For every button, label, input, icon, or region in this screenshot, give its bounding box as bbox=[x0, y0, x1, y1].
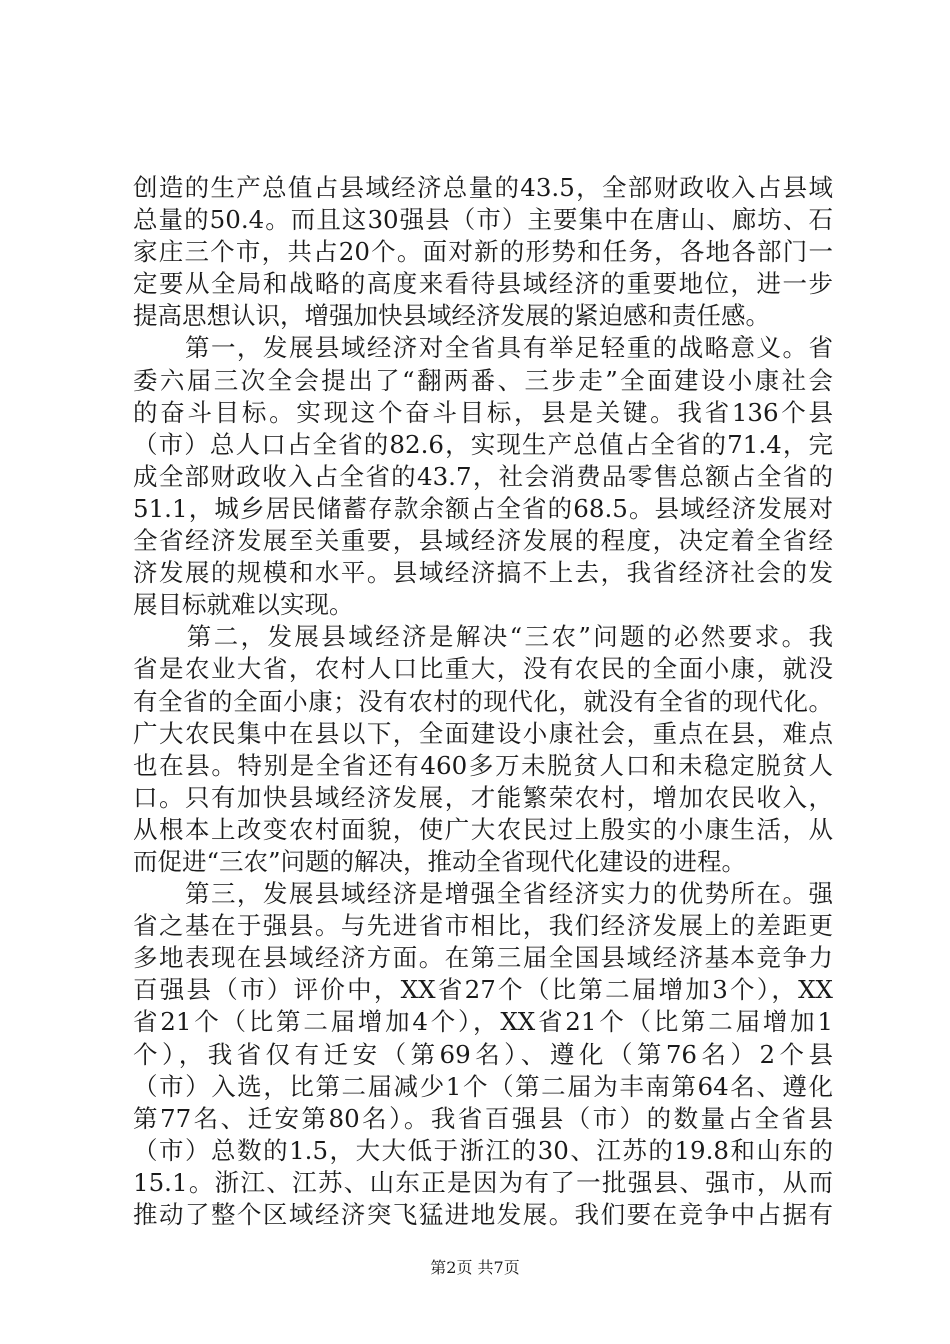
body-text bbox=[133, 172, 833, 1231]
text-line: 多地表现在县域经济方面。在第三届全国县域经济基本竞争力 bbox=[133, 943, 833, 973]
text-line: 全省经济发展至关重要，县域经济发展的程度，决定着全省经 bbox=[133, 526, 833, 556]
text-line: 51.1，城乡居民储蓄存款余额占全省的68.5。县域经济发展对 bbox=[133, 493, 833, 523]
text-line: 百强县（市）评价中，XX省27个（比第二届增加3个），XX bbox=[133, 975, 833, 1005]
text-line: 第77名、迁安第80名）。我省百强县（市）的数量占全省县 bbox=[133, 1103, 833, 1133]
text-line: 总量的50.4。而且这30强县（市）主要集中在唐山、廊坊、石 bbox=[133, 205, 833, 235]
text-line: 个），我省仅有迁安（第69名）、遵化（第76名）2个县 bbox=[133, 1039, 833, 1069]
page-footer: 第2页 共7页 bbox=[430, 1258, 520, 1277]
text-line: 定要从全局和战略的高度来看待县域经济的重要地位，进一步 bbox=[133, 269, 833, 299]
text-line: 口。只有加快县域经济发展，才能繁荣农村，增加农民收入， bbox=[133, 782, 833, 812]
text-line: 推动了整个区域经济突飞猛进地发展。我们要在竞争中占据有 bbox=[133, 1200, 833, 1229]
text-line: 委六届三次全会提出了“翻两番、三步走”全面建设小康社会 bbox=[133, 365, 833, 395]
text-line: 创造的生产总值占县域经济总量的43.5，全部财政收入占县域 bbox=[133, 173, 833, 202]
text-line: 济发展的规模和水平。县域经济搞不上去，我省经济社会的发 bbox=[133, 558, 833, 588]
text-line: 展目标就难以实现。 bbox=[133, 590, 354, 620]
text-line: （市）入选，比第二届减少1个（第二届为丰南第64名、遵化 bbox=[133, 1071, 833, 1101]
text-line: 第三，发展县域经济是增强全省经济实力的优势所在。强 bbox=[133, 879, 833, 909]
text-line: 广大农民集中在县以下，全面建设小康社会，重点在县，难点 bbox=[133, 718, 833, 748]
text-line: 的奋斗目标。实现这个奋斗目标，县是关键。我省136个县 bbox=[133, 397, 833, 427]
text-line: 15.1。浙江、江苏、山东正是因为有了一批强县、强市，从而 bbox=[133, 1167, 833, 1197]
text-line: 也在县。特别是全省还有460多万未脱贫人口和未稳定脱贫人 bbox=[133, 750, 833, 780]
text-line: 有全省的全面小康；没有农村的现代化，就没有全省的现代化。 bbox=[133, 686, 833, 716]
text-line: 第一，发展县域经济对全省具有举足轻重的战略意义。省 bbox=[133, 333, 833, 363]
text-line: 家庄三个市，共占20个。面对新的形势和任务，各地各部门一 bbox=[133, 237, 833, 267]
text-line: 省是农业大省，农村人口比重大，没有农民的全面小康，就没 bbox=[133, 654, 833, 684]
text-line: 省21个（比第二届增加4个），XX省21个（比第二届增加1 bbox=[133, 1007, 833, 1037]
text-line: （市）总数的1.5，大大低于浙江的30、江苏的19.8和山东的 bbox=[133, 1135, 833, 1165]
text-line: 第二，发展县域经济是解决“三农”问题的必然要求。我 bbox=[133, 622, 833, 652]
text-line: 而促进“三农”问题的解决，推动全省现代化建设的进程。 bbox=[133, 846, 747, 876]
text-line: 提高思想认识，增强加快县域经济发展的紧迫感和责任感。 bbox=[133, 301, 770, 331]
text-line: 成全部财政收入占全省的43.7，社会消费品零售总额占全省的 bbox=[133, 461, 833, 491]
text-line: 从根本上改变农村面貌，使广大农民过上殷实的小康生活，从 bbox=[133, 814, 833, 844]
text-line: （市）总人口占全省的82.6，实现生产总值占全省的71.4，完 bbox=[133, 429, 833, 459]
text-line: 省之基在于强县。与先进省市相比，我们经济发展上的差距更 bbox=[133, 911, 833, 941]
